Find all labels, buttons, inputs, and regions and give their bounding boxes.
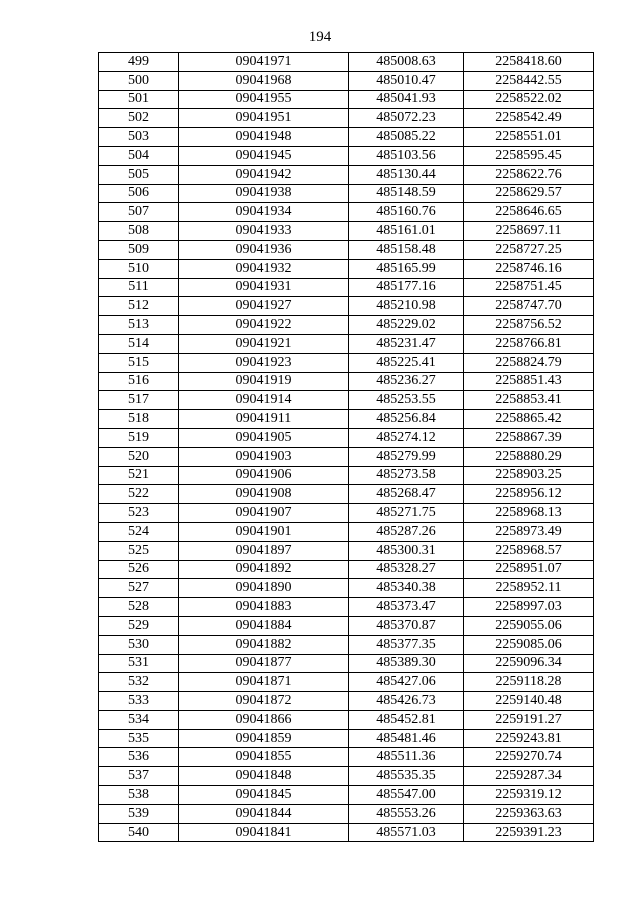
point-id-cell: 09041919	[179, 372, 349, 391]
row-number-cell: 529	[99, 616, 179, 635]
point-id-cell: 09041921	[179, 334, 349, 353]
y-coordinate-cell: 2259096.34	[464, 654, 594, 673]
y-coordinate-cell: 2258968.57	[464, 541, 594, 560]
x-coordinate-cell: 485148.59	[349, 184, 464, 203]
y-coordinate-cell: 2258697.11	[464, 222, 594, 241]
table-row	[99, 428, 594, 447]
row-number-cell: 523	[99, 504, 179, 523]
point-id-cell: 09041883	[179, 598, 349, 617]
y-coordinate-cell: 2258951.07	[464, 560, 594, 579]
row-number-cell: 520	[99, 447, 179, 466]
table-row	[99, 259, 594, 278]
y-coordinate-cell: 2258746.16	[464, 259, 594, 278]
row-number-cell: 510	[99, 259, 179, 278]
y-coordinate-cell: 2258551.01	[464, 128, 594, 147]
y-coordinate-cell: 2258646.65	[464, 203, 594, 222]
row-number-cell: 514	[99, 334, 179, 353]
point-id-cell: 09041951	[179, 109, 349, 128]
x-coordinate-cell: 485268.47	[349, 485, 464, 504]
row-number-cell: 532	[99, 673, 179, 692]
x-coordinate-cell: 485300.31	[349, 541, 464, 560]
coordinates-table	[98, 52, 594, 842]
point-id-cell: 09041911	[179, 410, 349, 429]
point-id-cell: 09041890	[179, 579, 349, 598]
row-number-cell: 537	[99, 767, 179, 786]
table-row	[99, 579, 594, 598]
x-coordinate-cell: 485481.46	[349, 729, 464, 748]
row-number-cell: 531	[99, 654, 179, 673]
y-coordinate-cell: 2258865.42	[464, 410, 594, 429]
table-row	[99, 541, 594, 560]
point-id-cell: 09041859	[179, 729, 349, 748]
x-coordinate-cell: 485511.36	[349, 748, 464, 767]
table-row	[99, 203, 594, 222]
row-number-cell: 500	[99, 71, 179, 90]
x-coordinate-cell: 485160.76	[349, 203, 464, 222]
table-row	[99, 710, 594, 729]
row-number-cell: 503	[99, 128, 179, 147]
x-coordinate-cell: 485161.01	[349, 222, 464, 241]
x-coordinate-cell: 485547.00	[349, 786, 464, 805]
y-coordinate-cell: 2259118.28	[464, 673, 594, 692]
point-id-cell: 09041955	[179, 90, 349, 109]
point-id-cell: 09041945	[179, 146, 349, 165]
x-coordinate-cell: 485427.06	[349, 673, 464, 692]
row-number-cell: 526	[99, 560, 179, 579]
y-coordinate-cell: 2258727.25	[464, 240, 594, 259]
y-coordinate-cell: 2259140.48	[464, 692, 594, 711]
x-coordinate-cell: 485210.98	[349, 297, 464, 316]
x-coordinate-cell: 485103.56	[349, 146, 464, 165]
x-coordinate-cell: 485328.27	[349, 560, 464, 579]
table-row	[99, 353, 594, 372]
y-coordinate-cell: 2259363.63	[464, 804, 594, 823]
row-number-cell: 519	[99, 428, 179, 447]
table-row	[99, 71, 594, 90]
row-number-cell: 517	[99, 391, 179, 410]
x-coordinate-cell: 485165.99	[349, 259, 464, 278]
table-row	[99, 823, 594, 842]
y-coordinate-cell: 2259319.12	[464, 786, 594, 805]
y-coordinate-cell: 2259191.27	[464, 710, 594, 729]
table-row	[99, 334, 594, 353]
row-number-cell: 524	[99, 522, 179, 541]
row-number-cell: 530	[99, 635, 179, 654]
x-coordinate-cell: 485571.03	[349, 823, 464, 842]
point-id-cell: 09041877	[179, 654, 349, 673]
y-coordinate-cell: 2258595.45	[464, 146, 594, 165]
table-row	[99, 90, 594, 109]
table-row	[99, 635, 594, 654]
row-number-cell: 521	[99, 466, 179, 485]
x-coordinate-cell: 485229.02	[349, 316, 464, 335]
point-id-cell: 09041884	[179, 616, 349, 635]
point-id-cell: 09041841	[179, 823, 349, 842]
table-row	[99, 748, 594, 767]
table-row	[99, 391, 594, 410]
x-coordinate-cell: 485177.16	[349, 278, 464, 297]
y-coordinate-cell: 2258751.45	[464, 278, 594, 297]
row-number-cell: 535	[99, 729, 179, 748]
point-id-cell: 09041936	[179, 240, 349, 259]
table-row	[99, 522, 594, 541]
y-coordinate-cell: 2259391.23	[464, 823, 594, 842]
x-coordinate-cell: 485287.26	[349, 522, 464, 541]
table-row	[99, 184, 594, 203]
x-coordinate-cell: 485426.73	[349, 692, 464, 711]
point-id-cell: 09041872	[179, 692, 349, 711]
row-number-cell: 506	[99, 184, 179, 203]
y-coordinate-cell: 2258442.55	[464, 71, 594, 90]
row-number-cell: 522	[99, 485, 179, 504]
x-coordinate-cell: 485274.12	[349, 428, 464, 447]
page-number: 194	[308, 29, 332, 45]
x-coordinate-cell: 485377.35	[349, 635, 464, 654]
point-id-cell: 09041948	[179, 128, 349, 147]
table-row	[99, 673, 594, 692]
table-row	[99, 504, 594, 523]
row-number-cell: 512	[99, 297, 179, 316]
table-row	[99, 729, 594, 748]
table-row	[99, 278, 594, 297]
table-row	[99, 560, 594, 579]
y-coordinate-cell: 2258853.41	[464, 391, 594, 410]
table-row	[99, 297, 594, 316]
x-coordinate-cell: 485041.93	[349, 90, 464, 109]
row-number-cell: 511	[99, 278, 179, 297]
table-body	[99, 53, 594, 842]
x-coordinate-cell: 485072.23	[349, 109, 464, 128]
y-coordinate-cell: 2258956.12	[464, 485, 594, 504]
x-coordinate-cell: 485231.47	[349, 334, 464, 353]
row-number-cell: 539	[99, 804, 179, 823]
table-row	[99, 240, 594, 259]
point-id-cell: 09041901	[179, 522, 349, 541]
row-number-cell: 509	[99, 240, 179, 259]
row-number-cell: 527	[99, 579, 179, 598]
table-row	[99, 372, 594, 391]
point-id-cell: 09041942	[179, 165, 349, 184]
row-number-cell: 533	[99, 692, 179, 711]
x-coordinate-cell: 485452.81	[349, 710, 464, 729]
table-row	[99, 692, 594, 711]
table-row	[99, 767, 594, 786]
row-number-cell: 518	[99, 410, 179, 429]
point-id-cell: 09041845	[179, 786, 349, 805]
table-row	[99, 804, 594, 823]
row-number-cell: 515	[99, 353, 179, 372]
table-row	[99, 128, 594, 147]
table-row	[99, 598, 594, 617]
point-id-cell: 09041932	[179, 259, 349, 278]
table-row	[99, 447, 594, 466]
y-coordinate-cell: 2258622.76	[464, 165, 594, 184]
y-coordinate-cell: 2258522.02	[464, 90, 594, 109]
point-id-cell: 09041905	[179, 428, 349, 447]
y-coordinate-cell: 2258973.49	[464, 522, 594, 541]
row-number-cell: 540	[99, 823, 179, 842]
y-coordinate-cell: 2258824.79	[464, 353, 594, 372]
table-row	[99, 222, 594, 241]
table-row	[99, 146, 594, 165]
table-row	[99, 410, 594, 429]
point-id-cell: 09041866	[179, 710, 349, 729]
row-number-cell: 504	[99, 146, 179, 165]
point-id-cell: 09041906	[179, 466, 349, 485]
table-row	[99, 165, 594, 184]
x-coordinate-cell: 485370.87	[349, 616, 464, 635]
y-coordinate-cell: 2258747.70	[464, 297, 594, 316]
x-coordinate-cell: 485279.99	[349, 447, 464, 466]
y-coordinate-cell: 2258968.13	[464, 504, 594, 523]
table-row	[99, 485, 594, 504]
point-id-cell: 09041927	[179, 297, 349, 316]
table-row	[99, 316, 594, 335]
row-number-cell: 502	[99, 109, 179, 128]
x-coordinate-cell: 485535.35	[349, 767, 464, 786]
point-id-cell: 09041933	[179, 222, 349, 241]
x-coordinate-cell: 485271.75	[349, 504, 464, 523]
table-row	[99, 786, 594, 805]
row-number-cell: 536	[99, 748, 179, 767]
point-id-cell: 09041934	[179, 203, 349, 222]
y-coordinate-cell: 2258867.39	[464, 428, 594, 447]
row-number-cell: 507	[99, 203, 179, 222]
x-coordinate-cell: 485256.84	[349, 410, 464, 429]
point-id-cell: 09041871	[179, 673, 349, 692]
row-number-cell: 528	[99, 598, 179, 617]
y-coordinate-cell: 2258542.49	[464, 109, 594, 128]
row-number-cell: 534	[99, 710, 179, 729]
row-number-cell: 499	[99, 53, 179, 72]
y-coordinate-cell: 2258880.29	[464, 447, 594, 466]
x-coordinate-cell: 485010.47	[349, 71, 464, 90]
x-coordinate-cell: 485340.38	[349, 579, 464, 598]
point-id-cell: 09041968	[179, 71, 349, 90]
y-coordinate-cell: 2258756.52	[464, 316, 594, 335]
point-id-cell: 09041892	[179, 560, 349, 579]
row-number-cell: 538	[99, 786, 179, 805]
x-coordinate-cell: 485373.47	[349, 598, 464, 617]
point-id-cell: 09041971	[179, 53, 349, 72]
point-id-cell: 09041931	[179, 278, 349, 297]
point-id-cell: 09041855	[179, 748, 349, 767]
y-coordinate-cell: 2258851.43	[464, 372, 594, 391]
table-row	[99, 53, 594, 72]
point-id-cell: 09041903	[179, 447, 349, 466]
x-coordinate-cell: 485553.26	[349, 804, 464, 823]
row-number-cell: 501	[99, 90, 179, 109]
y-coordinate-cell: 2258766.81	[464, 334, 594, 353]
y-coordinate-cell: 2259243.81	[464, 729, 594, 748]
x-coordinate-cell: 485236.27	[349, 372, 464, 391]
y-coordinate-cell: 2258629.57	[464, 184, 594, 203]
point-id-cell: 09041907	[179, 504, 349, 523]
y-coordinate-cell: 2259287.34	[464, 767, 594, 786]
x-coordinate-cell: 485085.22	[349, 128, 464, 147]
point-id-cell: 09041923	[179, 353, 349, 372]
y-coordinate-cell: 2259270.74	[464, 748, 594, 767]
point-id-cell: 09041844	[179, 804, 349, 823]
x-coordinate-cell: 485253.55	[349, 391, 464, 410]
point-id-cell: 09041882	[179, 635, 349, 654]
row-number-cell: 513	[99, 316, 179, 335]
y-coordinate-cell: 2258997.03	[464, 598, 594, 617]
table-row	[99, 654, 594, 673]
y-coordinate-cell: 2259085.06	[464, 635, 594, 654]
x-coordinate-cell: 485130.44	[349, 165, 464, 184]
table-row	[99, 466, 594, 485]
point-id-cell: 09041914	[179, 391, 349, 410]
table-row	[99, 109, 594, 128]
row-number-cell: 525	[99, 541, 179, 560]
point-id-cell: 09041922	[179, 316, 349, 335]
y-coordinate-cell: 2259055.06	[464, 616, 594, 635]
row-number-cell: 516	[99, 372, 179, 391]
x-coordinate-cell: 485225.41	[349, 353, 464, 372]
row-number-cell: 505	[99, 165, 179, 184]
row-number-cell: 508	[99, 222, 179, 241]
point-id-cell: 09041848	[179, 767, 349, 786]
point-id-cell: 09041897	[179, 541, 349, 560]
point-id-cell: 09041938	[179, 184, 349, 203]
x-coordinate-cell: 485273.58	[349, 466, 464, 485]
x-coordinate-cell: 485008.63	[349, 53, 464, 72]
table-row	[99, 616, 594, 635]
x-coordinate-cell: 485158.48	[349, 240, 464, 259]
x-coordinate-cell: 485389.30	[349, 654, 464, 673]
y-coordinate-cell: 2258903.25	[464, 466, 594, 485]
y-coordinate-cell: 2258418.60	[464, 53, 594, 72]
point-id-cell: 09041908	[179, 485, 349, 504]
y-coordinate-cell: 2258952.11	[464, 579, 594, 598]
